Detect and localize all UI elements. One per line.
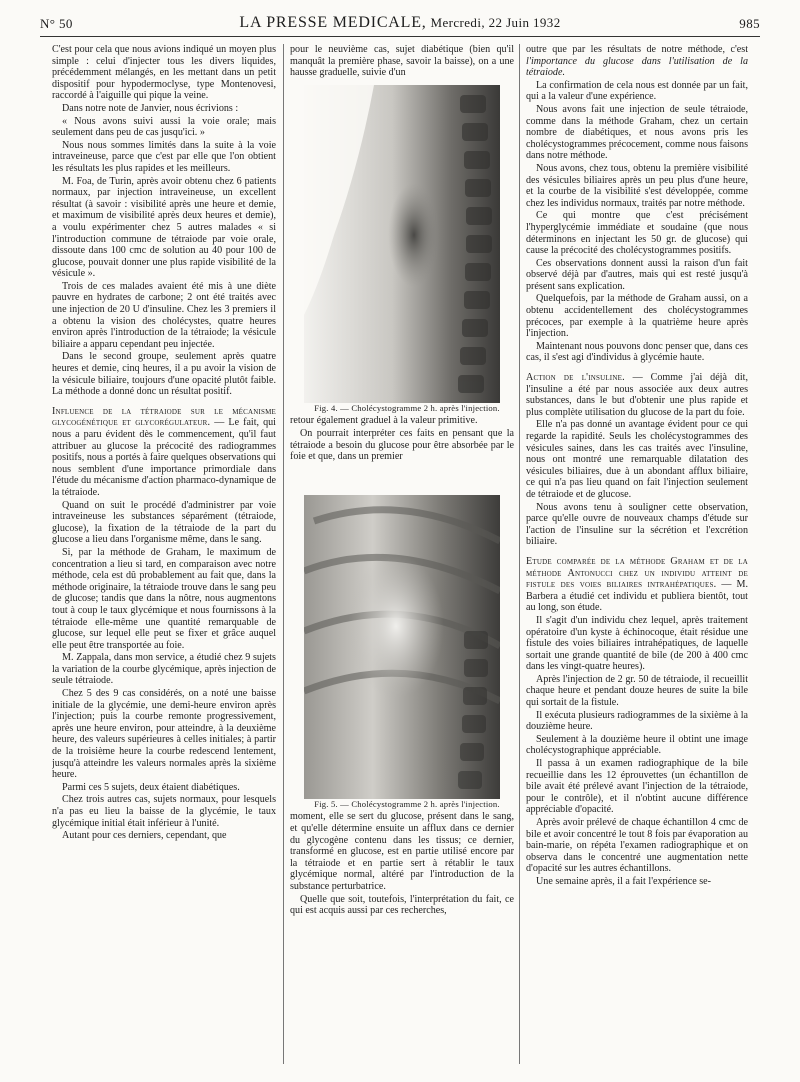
issue-date: Mercredi, 22 Juin 1932	[430, 15, 561, 30]
heading-text: — Comme j'ai déjà dit, l'insuline a été par nous associée aux deux autres substances, dans le but d'obtenir une plus rapide et plus complète utilisation du glucose de la part du foie.	[526, 372, 748, 418]
text-run: outre que par les résultats de notre méthode, c'est	[526, 44, 748, 55]
column-divider	[283, 44, 284, 1064]
paragraph: Nous avons, chez tous, obtenu la première visibilité des vésicules biliaires après un peu plus d'une heure, et la courbe de la visibilité s'est développée, comme chez les individus normaux, traités par notre méthode.	[526, 162, 748, 209]
column-3	[526, 44, 748, 1074]
heading-title: Etude comparée de la méthode Graham et de la méthode Antonucci chez un individu atteint de fistule des voies biliaires intrahépatiques.	[526, 555, 748, 591]
column-divider	[519, 44, 520, 1064]
paragraph: Une semaine après, il a fait l'expérience se-	[536, 875, 712, 887]
emphasis: l'importance du glucose dans l'utilisation de la tétraiode.	[526, 55, 748, 79]
paragraph: Elle n'a pas donné un avantage évident pour ce qui regarde la rapidité. Seuls les cholécystogrammes des vésicules saines, dans les cas traités avec l'insuline, nous ont montré une remarquable dilatation des vésicules biliaires, due à un abondant afflux biliaire, ce qui n'a pas lieu quand on fait l'injection seulement de tétraiode et de glucose.	[526, 419, 748, 500]
paragraph	[526, 44, 748, 79]
column-1	[52, 44, 276, 1074]
paragraph: M. Foa, de Turin, après avoir obtenu chez 6 patients normaux, par injection intraveineuse, un excellent résultat (à savoir : visibilité après une heure et demie, et maximum de visibilité après deux heures et demie), a voulu expérimenter chez 5 autres malades « si l'introduction commune de tétraiode par voie orale, dissoute dans 100 cmc de solution au 40 pour 100 de glucose, pouvait donner une plus rapide visibilité de la vésicule ».	[52, 175, 276, 280]
page-header	[40, 13, 760, 35]
section-heading	[526, 556, 748, 614]
paragraph: retour également graduel à la valeur primitive.	[290, 415, 478, 427]
heading-text: — Le fait, qui nous a paru évident dès le commencement, qu'il faut attribuer au glucose la précocité des radiogrammes positifs, nous a portés à faire quelques observations qui nous semblent d'une importance primordiale dans l'étude du mécanisme d'action pharmaco-dynamique de la tétraiode.	[52, 417, 276, 498]
page-number: 985	[739, 16, 760, 31]
paragraph: pour le neuvième cas, sujet diabétique (bien qu'il manquât la première phase, savoir la baisse), on a une hausse graduelle, suivie d'un	[290, 44, 514, 79]
heading-title: Influence de la tétraiode sur le mécanisme glycogénétique et glycorégulateur.	[52, 405, 276, 429]
paragraph: Dans notre note de Janvier, nous écrivions :	[62, 102, 239, 114]
heading-title: Action de l'insuline.	[526, 372, 625, 384]
paragraph: Chez 5 des 9 cas considérés, on a noté une baisse initiale de la glycémie, une demi-heure environ après l'injection; puis la courbe remonte progressivement, après une heure environ, pour atteindre, à la deuxième heure, des valeurs supérieures à celles initiales; à partir de la troisième heure la courbe redescend lentement, jusqu'à atteindre les valeurs normales après la sixième heure.	[52, 688, 276, 781]
paragraph: Dans le second groupe, seulement après quatre heures et demie, cinq heures, il a pu avoir la vision de la vésicule biliaire, toujours d'une opacité plutôt faible. La méthode a donné donc un résultat positif.	[52, 351, 276, 398]
paragraph: Autant pour ces derniers, cependant, que	[62, 830, 227, 842]
paragraph: Ces observations donnent aussi la raison d'un fait observé déjà par d'autres, mais qui est resté jusqu'à présent sans explication.	[526, 257, 748, 292]
paragraph: C'est pour cela que nous avions indiqué un moyen plus simple : celui d'injecter tous les divers liquides, précédemment mélangés, en les mettant dans un petit dispositif pour hypodermoclyse, type Montenovesi, raccordé à l'aiguille qui pique la veine.	[52, 44, 276, 102]
paragraph: Trois de ces malades avaient été mis à une diète pauvre en hydrates de carbone; 2 ont été traités avec une injection de 20 U d'insuline. Chez les 3 premiers il a obtenu la vision des cholécystes, quatre heures environ après l'introduction de la tétraiode; la vésicule biliaire a apparu cependant peu injectée.	[52, 280, 276, 350]
paragraph: Nous nous sommes limités dans la suite à la voie intraveineuse, parce que c'est par elle que l'on obtient les résultats les plus rapides et les meilleurs.	[52, 139, 276, 174]
cholecystogram-image	[304, 85, 500, 403]
paragraph: Il passa à un examen radiographique de la bile recueillie dans les 12 éprouvettes (un échantillon de bile avait été prélevé avant l'injection de la tétraiode, pour le contrôle), et il n'obtint aucune différence appréciable d'opacité.	[526, 758, 748, 816]
paragraph: Après l'injection de 2 gr. 50 de tétraiode, il recueillit chaque heure et pendant douze heures de suite la bile qui sortait de la fistule.	[526, 673, 748, 709]
journal-title	[40, 14, 760, 32]
paragraph: moment, elle se sert du glucose, présent dans le sang, et qu'elle détermine ensuite un afflux dans ce dernier du glycogène contenu dans les tissus; ce dernier, transformé en glucose, est en partie utilisé encore par la tétraiode et en partie sert à rétablir le taux glycémique normal, altéré par l'introduction de la substance perturbatrice.	[290, 811, 514, 892]
figure-caption: Fig. 5. — Cholécystogramme 2 h. après l'injection.	[314, 798, 500, 809]
paragraph: On pourrait interpréter ces faits en pensant que la tétraiode a besoin du glucose pour être absorbée par le foie et que, dans un premier	[290, 427, 514, 463]
paragraph: Nous avons fait une injection de seule tétraiode, comme dans la méthode Graham, chez un certain nombre de diabétiques, et nous avons pris les cholécystogrammes précocement, comme nous faisons dans notre méthode.	[526, 103, 748, 162]
paragraph: Il exécuta plusieurs radiogrammes de la sixième à la douzième heure.	[526, 709, 748, 733]
paragraph: Chez trois autres cas, sujets normaux, pour lesquels n'a pas eu lieu la baisse de la glycémie, le taux glycémique initial était inférieur à l'unité.	[52, 794, 276, 829]
paragraph: La confirmation de cela nous est donnée par un fait, qui a la valeur d'une expérience.	[526, 79, 748, 103]
heading-text: — M. Barbera a étudié cet individu et publiera bientôt, tout au long, son étude.	[526, 579, 748, 614]
xray-figure-4	[304, 85, 500, 403]
section-heading	[52, 406, 276, 499]
paragraph: Quand on suit le procédé d'administrer par voie intraveineuse les substances séparément (tétraiode, glucose), la fixation de la tétraiode de la part du glucose a lieu dans l'organisme même, dans le sang.	[52, 499, 276, 546]
paragraph: Seulement à la douzième heure il obtint une image cholécystographique appréciable.	[526, 733, 748, 757]
xray-figure-5	[304, 481, 500, 799]
paragraph: Il s'agit d'un individu chez lequel, après traitement opératoire d'un kyste à échinocoque, était résidue une fistule des voies biliaires intrahépatiques, de laquelle sortait une grande quantité de bile (de 200 à 400 cmc dans les vingt-quatre heures).	[526, 614, 748, 673]
paragraph: Ce qui montre que c'est précisément l'hyperglycémie immédiate et soudaine (que nous déterminons en injectant les 50 gr. de glucose) qui cause la précocité des cholécystogrammes positifs.	[526, 210, 748, 257]
issue-number: N° 50	[40, 16, 73, 31]
paragraph: Quelle que soit, toutefois, l'interprétation du fait, ce qui est acquis aussi par ces recherches,	[290, 893, 514, 917]
paragraph: Nous avons tenu à souligner cette observation, parce qu'elle ouvre de nouveaux champs d'étude sur l'action de l'insuline sur la sécrétion et l'excrétion biliaire.	[526, 501, 748, 548]
paragraph: M. Zappala, dans mon service, a étudié chez 9 sujets la variation de la courbe glycémique, après injection de seule tétraiode.	[52, 652, 276, 687]
section-heading	[526, 372, 748, 418]
paragraph: Après avoir prélevé de chaque échantillon 4 cmc de bile et avoir concentré le tout 8 fois par évaporation au bain-marie, on répéta l'examen radiographique et on observa dans le concentré une augmentation nette d'opacité sur les autres échantillons.	[526, 817, 748, 875]
figure-caption: Fig. 4. — Cholécystogramme 2 h. après l'injection.	[314, 402, 500, 413]
paragraph: Si, par la méthode de Graham, le maximum de concentration a lieu si tard, en comparaison avec notre méthode, cela est dû probablement au fait que, dans la méthode originaire, la tétraiode trouve dans le sang peu de glucose; tandis que dans la nôtre, nous augmentons tout à coup le taux glycémique et nous fournissons à la tétraiode elle-même une quantité remarquable de glucose, sur lequel elle peut se fixer et grâce auquel elle peut être transportée au foie.	[52, 546, 276, 651]
paragraph: Parmi ces 5 sujets, deux étaient diabétiques.	[62, 781, 240, 793]
paragraph: Maintenant nous pouvons donc penser que, dans ces cas, il s'est agi d'individus à glycémie haute.	[526, 340, 748, 364]
cholecystogram-image	[304, 481, 500, 799]
paragraph: Quelquefois, par la méthode de Graham aussi, on a obtenu accidentellement des cholécystogrammes précoces, par exemple à la quatrième heure après l'injection.	[526, 293, 748, 340]
quote: « Nous avons suivi aussi la voie orale; mais seulement dans peu de cas jusqu'ici. »	[52, 115, 276, 139]
header-rule	[40, 36, 760, 37]
column-2	[290, 44, 514, 1074]
publication-name: LA PRESSE MEDICALE,	[239, 14, 427, 31]
